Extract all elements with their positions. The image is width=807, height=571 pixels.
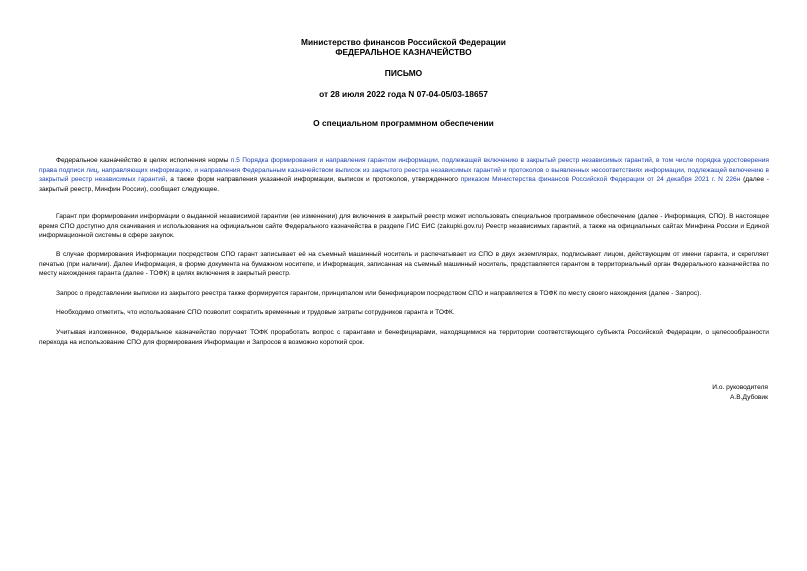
paragraph-1-text-b: , а также форм направления указанной информации, выписок и протоколов, утвержденного — [165, 176, 461, 183]
paragraph-1-text-c: (далее - закрытый реестр, Минфин России), сообщает следующее. — [39, 176, 769, 193]
document-type: ПИСЬМО — [384, 68, 423, 78]
paragraph-1 — [39, 156, 769, 194]
document-date-number: от 28 июля 2022 года N 07-04-05/03-18657 — [319, 89, 488, 99]
document-subject: О специальном программном обеспечении — [313, 118, 494, 128]
ministry-heading: Министерство финансов Российской Федерации — [301, 37, 506, 47]
paragraph-4: Запрос о представлении выписки из закрытого реестра также формируется гарантом, принципалом или бенефициаром посредством СПО и направляется в ТОФК по месту своего нахождения (далее - Запрос). — [56, 290, 702, 297]
paragraph-3: В случае формирования Информации посредством СПО гарант записывает её на съемный машинный носитель и распечатывает из СПО в двух экземплярах, подписывает лицом, действующим от имени гаранта, и скрепляет печатью (при наличии). Далее Информация, в форме документа на бумажном носителе, и Информация, записанная на съемный машинный носитель, представляется гарантом в территориальный орган Федерального казначейства по месту нахождения гаранта (далее - ТОФК) в целях включения в закрытый реестр. — [39, 251, 769, 277]
paragraph-5: Необходимо отметить, что использование СПО позволит сократить временные и трудовые затраты сотрудников гаранта и ТОФК. — [56, 309, 455, 316]
order-procedure-link[interactable]: п.5 Порядка формирования и направления гарантом информации, подлежащей включению в закрытый реестр независимых гарантий, в том числе порядка удостоверения права подписи лиц, направляющих информацию, и направления Федеральным казначейством выписок из закрытого реестра независимых гарантий и протоколов о выявленных несоответствиях информации, подлежащей включению в закрытый реестр независимых гарантий — [39, 157, 769, 183]
paragraph-1-text-a: Федеральное казначейство в целях исполнения нормы — [56, 157, 231, 164]
treasury-heading: ФЕДЕРАЛЬНОЕ КАЗНАЧЕЙСТВО — [335, 47, 472, 57]
paragraph-2: Гарант при формировании информации о выданной независимой гарантии (ее изменении) для включения в закрытый реестр может использовать специальное программное обеспечение (далее - Информация, СПО). В настоящее время СПО доступно для скачивания и использования на официальном сайте Федерального казначейства в разделе ГИС ЕИС (zakupki.gov.ru) Реестр независимых гарантий, а также на официальных сайтах Минфина России и Единой информационной системы в сфере закупок. — [39, 213, 769, 239]
minfin-order-link[interactable]: приказом Министерства финансов Российской Федерации от 24 декабря 2021 г. N 226н — [460, 176, 741, 183]
paragraph-6: Учитывая изложенное, Федеральное казначейство поручает ТОФК проработать вопрос с гарантами и бенефициарами, находящимися на территории соответствующего субъекта Российской Федерации, о целесообразности перехода на использование СПО для формирования Информации и Запросов в возможно короткий срок. — [39, 329, 769, 346]
signatory-name: А.В.Дубовик — [730, 394, 768, 401]
signatory-position: И.о. руководителя — [712, 384, 768, 391]
